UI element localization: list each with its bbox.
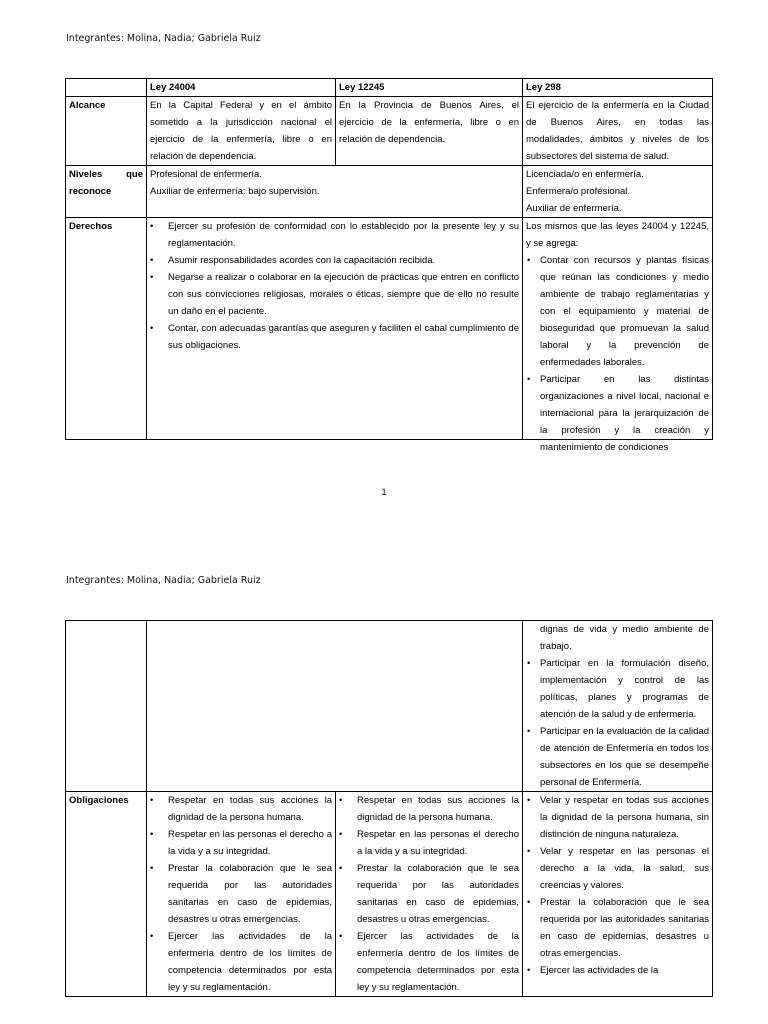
header-cell-empty	[66, 79, 147, 97]
nivel-item: Auxiliar de enfermería.	[526, 203, 622, 214]
list-item: • Participar en la evaluación de la calidad de atención de Enfermería en todos los subsectores en los que se desempeñe personal de Enfermería.	[526, 723, 709, 791]
row-niveles	[66, 166, 713, 218]
list-item: • Ejercer las actividades de la enfermería dentro de los límites de competencia determinados por esta ley y su reglamentación.	[339, 928, 519, 996]
row-derechos-continued	[66, 621, 713, 792]
nivel-item: Auxiliar de enfermería: bajo supervisión.	[150, 186, 320, 197]
page-header: Integrantes: Molina, Nadia; Gabriela Ruiz	[66, 575, 261, 586]
page-header: Integrantes: Molina, Nadia; Gabriela Ruiz	[66, 33, 261, 44]
list-item: • Asumir responsabilidades acordes con la capacitación recibida.	[150, 252, 519, 269]
derechos-cont-left	[147, 621, 523, 792]
derechos-cont-ley-298	[523, 621, 713, 792]
list-item: • Respetar en todas sus acciones la dignidad de la persona humana.	[339, 792, 519, 826]
list-item: • Participar en la formulación diseño, implementación y control de las políticas, planes y programas de atención de la salud y de enfermería.	[526, 655, 709, 723]
header-ley-298: Ley 298	[523, 79, 713, 97]
table-header-row	[66, 79, 713, 97]
list-item: • Negarse a realizar o colaborar en la ejecución de prácticas que entren en conflicto con sus convicciones religiosas, morales o éticas, siempre que de ello no resulte un daño en el paciente.	[150, 269, 519, 320]
page-gap	[0, 520, 768, 540]
list-item: • Respetar en todas sus acciones la dignidad de la persona humana.	[150, 792, 332, 826]
comparison-table	[65, 78, 713, 453]
list-item: • Prestar la colaboración que le sea requerida por las autoridades sanitarias en caso de epidemias, desastres u otras emergencias.	[526, 894, 709, 962]
comparison-table-continued	[65, 620, 713, 997]
page-number: 1	[381, 487, 387, 498]
list-item-continuation	[526, 621, 709, 655]
obligaciones-ley-298	[523, 792, 713, 997]
obligaciones-ley-12245	[336, 792, 523, 997]
header-ley-24004: Ley 24004	[147, 79, 336, 97]
alcance-ley-24004: En la Capital Federal y en el ámbito sometido a la jurisdicción nacional el ejercicio de la enfermería, libre o en relación de dependencia.	[147, 97, 336, 166]
list-item: • Velar y respetar en todas sus acciones la dignidad de la persona humana, sin distinción de ninguna naturaleza.	[526, 792, 709, 843]
document-page-2	[0, 540, 768, 1024]
list-item: • Respetar en las personas el derecho a la vida y a su integridad.	[150, 826, 332, 860]
nivel-item: Enfermera/o profesional.	[526, 186, 631, 197]
list-item: • Contar con recursos y plantas físicas que reúnan las condiciones y medio ambiente de trabajo reglamentarias y con el equipamiento y material de bioseguridad que promuevan la salud laboral y la prevención de enfermedades laborales.	[526, 252, 709, 371]
row-label-obligaciones: Obligaciones	[66, 792, 147, 997]
list-item: • Ejercer las actividades de la enfermería dentro de los límites de competencia determinados por esta ley y su reglamentación.	[150, 928, 332, 996]
list-item: • Prestar la colaboración que le sea requerida por las autoridades sanitarias en caso de epidemias, desastres u otras emergencias.	[339, 860, 519, 928]
list-item: • Ejercer su profesión de conformidad con lo establecido por la presente ley y su reglamentación.	[150, 218, 519, 252]
row-label-empty	[66, 621, 147, 792]
derechos-ley-24004-12245	[147, 218, 523, 440]
list-item: • Ejercer las actividades de la	[526, 962, 709, 979]
list-item: • Respetar en las personas el derecho a la vida y a su integridad.	[339, 826, 519, 860]
list-item: • Participar en las distintas organizaciones a nivel local, nacional e internacional para la jerarquización de la profesión y la creación y mantenimiento de condiciones	[526, 371, 709, 456]
row-alcance	[66, 97, 713, 166]
row-label-niveles: Niveles que reconoce	[66, 166, 147, 218]
obligaciones-ley-24004	[147, 792, 336, 997]
row-derechos	[66, 218, 713, 440]
header-ley-12245: Ley 12245	[336, 79, 523, 97]
nivel-item: Profesional de enfermería.	[150, 169, 262, 180]
list-item: • Prestar la colaboración que le sea requerida por las autoridades sanitarias en caso de epidemias, desastres u otras emergencias.	[150, 860, 332, 928]
row-label-derechos: Derechos	[66, 218, 147, 440]
derechos-intro: Los mismos que las leyes 24004 y 12245, y se agrega:	[526, 221, 709, 249]
continuation-text: dignas de vida y medio ambiente de trabajo.	[540, 624, 709, 652]
niveles-ley-298	[523, 166, 713, 218]
list-item: • Velar y respetar en las personas el derecho a la vida, la salud, sus creencias y valores.	[526, 843, 709, 894]
niveles-ley-24004-12245	[147, 166, 523, 218]
derechos-ley-298	[523, 218, 713, 453]
nivel-item: Licenciada/o en enfermería.	[526, 169, 644, 180]
row-obligaciones	[66, 792, 713, 997]
alcance-ley-298: El ejercicio de la enfermería en la Ciudad de Buenos Aires, en todas las modalidades, ámbitos y niveles de los subsectores del sistema de salud.	[523, 97, 713, 166]
alcance-ley-12245: En la Provincia de Buenos Aires, el ejercicio de la enfermería, libre o en relación de dependencia.	[336, 97, 523, 166]
list-item: • Contar, con adecuadas garantías que aseguren y faciliten el cabal cumplimiento de sus obligaciones.	[150, 320, 519, 354]
row-label-alcance: Alcance	[66, 97, 147, 166]
